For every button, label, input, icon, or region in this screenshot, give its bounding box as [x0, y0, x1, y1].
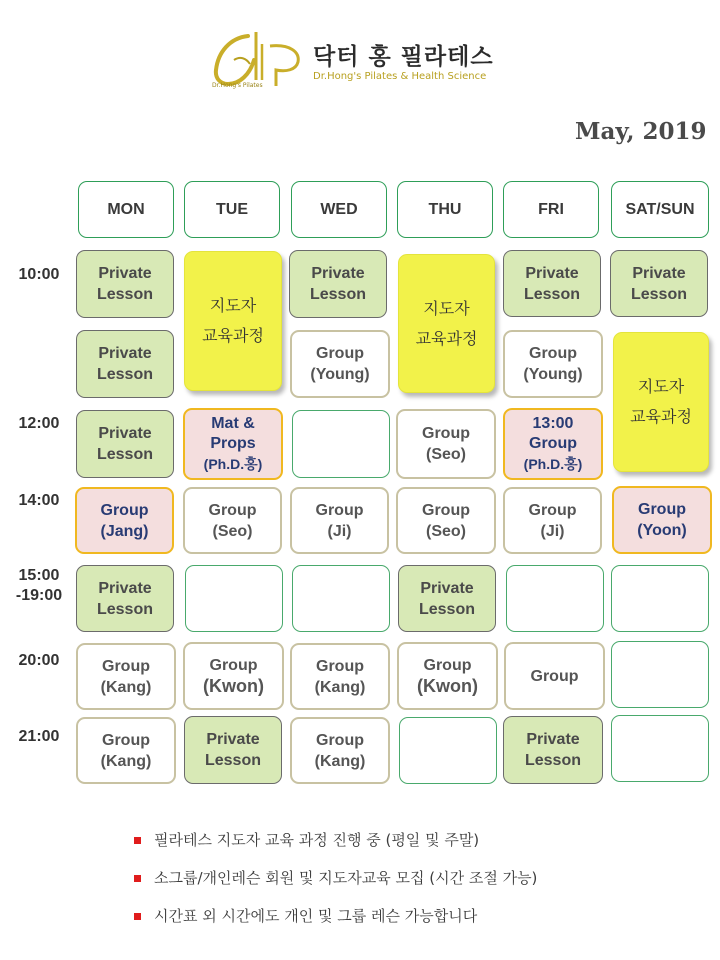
day-header-mon: MON [78, 181, 174, 238]
brand-name-english: Dr.Hong's Pilates & Health Science [313, 71, 487, 82]
bullet-square-icon [134, 875, 141, 882]
cell-line: (Seo) [426, 522, 466, 540]
cell-line: Group [208, 501, 257, 519]
cell-line: (Yoon) [637, 522, 687, 539]
cell-line: 교육과정 [630, 407, 692, 426]
cell-line: Lesson [96, 366, 153, 383]
cell-line: (Kang) [314, 678, 366, 696]
day-header-sat-sun: SAT/SUN [611, 181, 709, 238]
schedule-cell [76, 717, 176, 784]
cell-line: Group [100, 501, 149, 519]
schedule-cell [610, 250, 708, 317]
cell-line: 지도자 [637, 377, 685, 396]
note-item [134, 830, 694, 868]
cell-line: Group [316, 731, 364, 749]
day-header-thu: THU [397, 181, 493, 238]
schedule-cell [184, 716, 282, 784]
schedule-cell [503, 408, 603, 480]
cell-line: Private [98, 265, 152, 282]
notes-list [134, 830, 694, 944]
cell-line: (Seo) [426, 446, 466, 463]
cell-line: Lesson [96, 446, 153, 463]
time-label-10: 10:00 [18, 266, 60, 283]
schedule-cell [75, 487, 174, 554]
empty-cell [611, 715, 709, 782]
schedule-cell [290, 330, 390, 398]
cell-line: Lesson [309, 286, 366, 303]
cell-line: Private [311, 265, 365, 282]
empty-cell [185, 565, 283, 632]
cell-line: Lesson [204, 752, 261, 769]
schedule-cell [290, 717, 390, 784]
cell-line: (Kang) [100, 678, 152, 696]
schedule-cell [290, 487, 389, 554]
cell-line: Group [530, 667, 579, 685]
logo-caption: Dr.Hong's Pilates [212, 82, 263, 89]
cell-line: Group [422, 425, 470, 442]
time-label-21: 21:00 [18, 728, 60, 745]
cell-line: Group [529, 345, 577, 362]
cell-line: Private [525, 264, 579, 282]
schedule-cell [397, 642, 498, 710]
training-block [398, 254, 495, 393]
cell-line: (Ji) [540, 522, 565, 540]
cell-line: (Kang) [314, 752, 366, 770]
bullet-square-icon [134, 913, 141, 920]
day-header-tue: TUE [184, 181, 280, 238]
schedule-cell [76, 410, 174, 478]
empty-cell [399, 717, 497, 784]
schedule-cell [503, 330, 603, 398]
cell-line: Private [420, 579, 474, 597]
cell-line: Group [316, 657, 364, 675]
note-text: 필라테스 지도자 교육 과정 진행 중 (평일 및 주말) [154, 831, 480, 849]
schedule-cell [503, 487, 602, 554]
day-header-wed: WED [291, 181, 387, 238]
cell-line: Private [206, 731, 260, 748]
training-block [613, 332, 709, 472]
training-block [184, 251, 282, 391]
empty-cell [506, 565, 604, 632]
cell-line: Group [315, 501, 364, 519]
schedule-cell [183, 408, 283, 480]
schedule-cell [290, 643, 390, 710]
empty-cell [611, 641, 709, 708]
schedule-cell [76, 565, 174, 632]
cell-line: Private [632, 264, 686, 282]
cell-line: (Ph.D.홍) [203, 456, 263, 472]
cell-line: Mat & [211, 415, 255, 432]
schedule-cell [398, 565, 496, 632]
cell-line: 13:00 [532, 415, 574, 432]
note-item [134, 868, 694, 906]
cell-line: Group [529, 435, 577, 452]
cell-line: Group [102, 731, 150, 749]
cell-line: Group [209, 657, 258, 674]
cell-line: 교육과정 [202, 326, 264, 345]
schedule-month: May, 2019 [575, 118, 707, 145]
cell-line: Lesson [524, 752, 581, 769]
time-label-20: 20:00 [18, 652, 60, 669]
empty-cell [611, 565, 709, 632]
cell-line: Lesson [418, 600, 475, 618]
schedule-cell [289, 250, 387, 318]
cell-line: (Jang) [100, 522, 149, 540]
schedule-cell [503, 716, 603, 784]
cell-line: (Kwon) [203, 676, 264, 696]
schedule-cell [76, 250, 174, 318]
day-header-fri: FRI [503, 181, 599, 238]
cell-line: (Kang) [100, 752, 152, 770]
time-label-15-19: 15:00 -19:00 [15, 567, 63, 604]
cell-line: (Ph.D.홍) [523, 456, 583, 472]
schedule-cell [396, 409, 496, 479]
note-text: 시간표 외 시간에도 개인 및 그룹 레슨 가능합니다 [154, 907, 478, 925]
schedule-cell [612, 486, 712, 554]
cell-line: Group [423, 657, 472, 674]
schedule-cell [183, 487, 282, 554]
brand-name-korean: 닥터 홍 필라테스 [313, 44, 494, 70]
cell-line: Lesson [96, 286, 153, 303]
schedule-cell [503, 250, 601, 317]
cell-line: Lesson [96, 600, 153, 618]
schedule-cell [76, 643, 176, 710]
cell-line: (Kwon) [417, 676, 478, 696]
schedule-cell [396, 487, 496, 554]
time-label-14: 14:00 [18, 492, 60, 509]
schedule-cell [183, 642, 284, 710]
cell-line: (Ji) [327, 522, 352, 540]
cell-line: Private [98, 345, 152, 362]
cell-line: 지도자 [209, 296, 257, 315]
schedule-cell [76, 330, 174, 398]
bullet-square-icon [134, 837, 141, 844]
schedule-cell [504, 642, 605, 710]
empty-cell [292, 565, 390, 632]
cell-line: Private [526, 731, 580, 748]
cell-line: Group [102, 657, 150, 675]
cell-line: Group [316, 345, 364, 362]
cell-line: Group [638, 501, 686, 518]
cell-line: Lesson [523, 285, 580, 303]
cell-line: Private [98, 425, 152, 442]
note-text: 소그룹/개인레슨 회원 및 지도자교육 모집 (시간 조절 가능) [154, 869, 538, 887]
cell-line: 교육과정 [415, 328, 478, 348]
note-item [134, 906, 694, 944]
cell-line: Props [210, 435, 256, 452]
time-label-12: 12:00 [18, 415, 60, 432]
cell-line: (Young) [523, 366, 583, 383]
brand-logo [210, 30, 510, 92]
cell-line: Lesson [630, 285, 687, 303]
cell-line: (Seo) [212, 522, 253, 540]
cell-line: Group [528, 501, 577, 519]
cell-line: 지도자 [423, 298, 470, 318]
cell-line: Group [422, 501, 470, 519]
empty-cell [292, 410, 390, 478]
cell-line: Private [98, 579, 152, 597]
cell-line: (Young) [310, 366, 370, 383]
